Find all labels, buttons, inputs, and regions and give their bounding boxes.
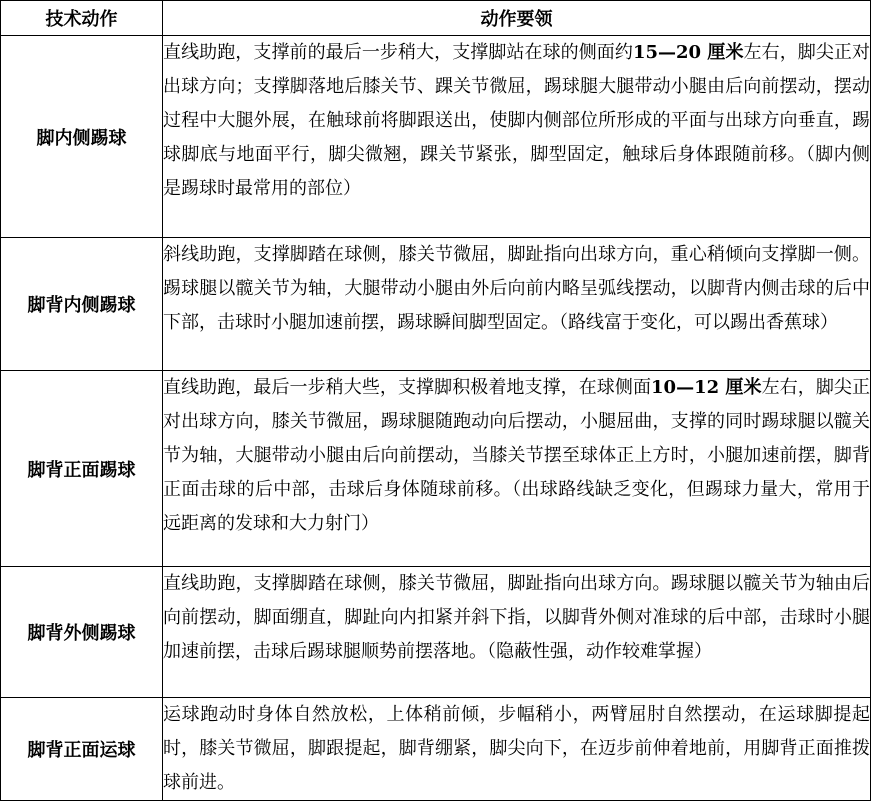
technique-name: 脚背正面踢球	[1, 371, 163, 567]
header-row	[1, 1, 871, 36]
header-essentials: 动作要领	[163, 1, 871, 36]
technique-description: 斜线助跑，支撑脚踏在球侧，膝关节微屈，脚趾指向出球方向，重心稍倾向支撑脚一侧。踢球腿以髋关节为轴，大腿带动小腿由外后向前内略呈弧线摆动，以脚背内侧击球的后中下部，击球时小腿加速前摆，踢球瞬间脚型固定。（路线富于变化，可以踢出香蕉球）	[163, 238, 871, 371]
header-technique: 技术动作	[1, 1, 163, 36]
technique-description: 直线助跑，最后一步稍大些，支撑脚积极着地支撑，在球侧面10—12 厘米左右，脚尖正对出球方向，膝关节微屈，踢球腿随跑动向后摆动，小腿屈曲，支撑的同时踢球腿以髋关节为轴，大腿带动小腿由后向前摆动，当膝关节摆至球体正上方时，小腿加速前摆，脚背正面击球的后中部，击球后身体随球前移。（出球路线缺乏变化，但踢球力量大，常用于远距离的发球和大力射门）	[163, 371, 871, 567]
technique-name: 脚背内侧踢球	[1, 238, 163, 371]
technique-name: 脚背外侧踢球	[1, 567, 163, 698]
table-row	[1, 698, 871, 801]
technique-description: 直线助跑，支撑前的最后一步稍大，支撑脚站在球的侧面约15—20 厘米左右，脚尖正对出球方向；支撑脚落地后膝关节、踝关节微屈，踢球腿大腿带动小腿由后向前摆动，摆动过程中大腿外展，在触球前将脚跟送出，使脚内侧部位所形成的平面与出球方向垂直，踢球脚底与地面平行，脚尖微翘，踝关节紧张，脚型固定，触球后身体跟随前移。（脚内侧是踢球时最常用的部位）	[163, 36, 871, 238]
table-row	[1, 567, 871, 698]
table-row	[1, 371, 871, 567]
technique-name: 脚背正面运球	[1, 698, 163, 801]
table-row	[1, 238, 871, 371]
technique-name: 脚内侧踢球	[1, 36, 163, 238]
technique-description: 直线助跑，支撑脚踏在球侧，膝关节微屈，脚趾指向出球方向。踢球腿以髋关节为轴由后向前摆动，脚面绷直，脚趾向内扣紧并斜下指，以脚背外侧对准球的后中部，击球时小腿加速前摆，击球后踢球腿顺势前摆落地。（隐蔽性强，动作较难掌握）	[163, 567, 871, 698]
table-row	[1, 36, 871, 238]
technique-description: 运球跑动时身体自然放松，上体稍前倾，步幅稍小，两臂屈肘自然摆动，在运球脚提起时，膝关节微屈，脚跟提起，脚背绷紧，脚尖向下，在迈步前伸着地前，用脚背正面推拨球前进。	[163, 698, 871, 801]
